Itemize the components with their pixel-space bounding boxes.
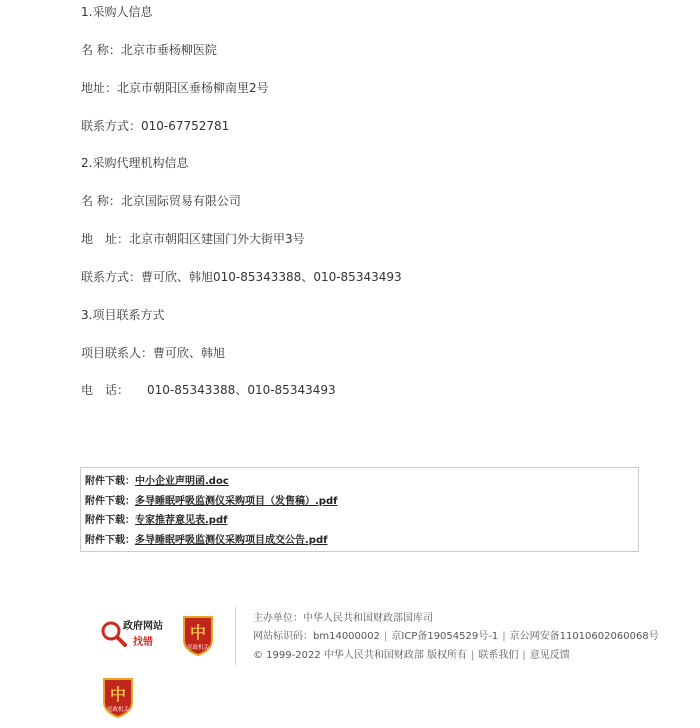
- attachment-row: [85, 475, 229, 489]
- gov-site-error-report-logo[interactable]: [99, 617, 169, 653]
- police-record-link[interactable]: 京公网安备11010602060068号: [509, 631, 659, 642]
- site-id: 网站标识码：bm14000002: [253, 631, 380, 642]
- attachment-link[interactable]: 中小企业声明函.doc: [135, 476, 229, 487]
- copyright: © 1999-2022 中华人民共和国财政部 版权所有: [253, 650, 468, 661]
- svg-text:中: 中: [109, 685, 127, 704]
- footer-divider: [235, 607, 236, 665]
- agency-heading: 2.采购代理机构信息: [81, 156, 189, 170]
- icp-link[interactable]: 京ICP备19054529号-1: [391, 631, 499, 642]
- attachment-label: 附件下载：: [85, 515, 135, 526]
- buyer-contact: 联系方式：010-67752781: [81, 119, 230, 133]
- attachment-label: 附件下载：: [85, 535, 135, 546]
- project-person: 项目联系人：曹可欣、韩旭: [81, 346, 226, 360]
- attachment-label: 附件下载：: [85, 496, 135, 507]
- separator: |: [471, 650, 475, 661]
- attachment-row: [85, 534, 327, 548]
- contact-us-link[interactable]: 联系我们: [478, 650, 519, 661]
- separator: |: [522, 650, 526, 661]
- feedback-link[interactable]: 意见反馈: [529, 650, 570, 661]
- party-gov-badge-icon[interactable]: [181, 614, 215, 656]
- project-phone: 电 话： 010-85343388、010-85343493: [81, 383, 336, 397]
- attachment-link[interactable]: 专家推荐意见表.pdf: [135, 515, 228, 526]
- svg-text:中: 中: [189, 623, 207, 642]
- badge-text: 党政机关: [186, 645, 210, 651]
- gov-site-text: 政府网站: [123, 621, 163, 632]
- attachment-link[interactable]: 多导睡眠呼吸监测仪采购项目（发售稿）.pdf: [135, 496, 338, 507]
- buyer-address: 地址：北京市朝阳区垂杨柳南里2号: [81, 81, 269, 95]
- attachment-row: [85, 514, 227, 528]
- attachments-box: [80, 467, 639, 552]
- buyer-name: 名 称：北京市垂杨柳医院: [81, 43, 217, 57]
- footer-registration: [253, 630, 659, 644]
- footer-copyright-row: [253, 649, 570, 663]
- agency-address: 地 址：北京市朝阳区建国门外大街甲3号: [81, 232, 305, 246]
- attachment-label: 附件下载：: [85, 476, 135, 487]
- badge-text: 党政机关: [106, 707, 130, 713]
- party-gov-badge-icon[interactable]: [101, 676, 135, 718]
- agency-contact: 联系方式：曹可欣、韩旭010-85343388、010-85343493: [81, 270, 402, 284]
- agency-name: 名 称：北京国际贸易有限公司: [81, 194, 241, 208]
- gov-site-sub: 找错: [133, 637, 153, 648]
- footer-sponsor: 主办单位：中华人民共和国财政部国库司: [253, 613, 433, 624]
- attachment-row: [85, 495, 337, 509]
- project-heading: 3.项目联系方式: [81, 308, 165, 322]
- separator: |: [384, 631, 388, 642]
- attachment-link[interactable]: 多导睡眠呼吸监测仪采购项目成交公告.pdf: [135, 535, 328, 546]
- buyer-heading: 1.采购人信息: [81, 5, 153, 19]
- separator: |: [502, 631, 506, 642]
